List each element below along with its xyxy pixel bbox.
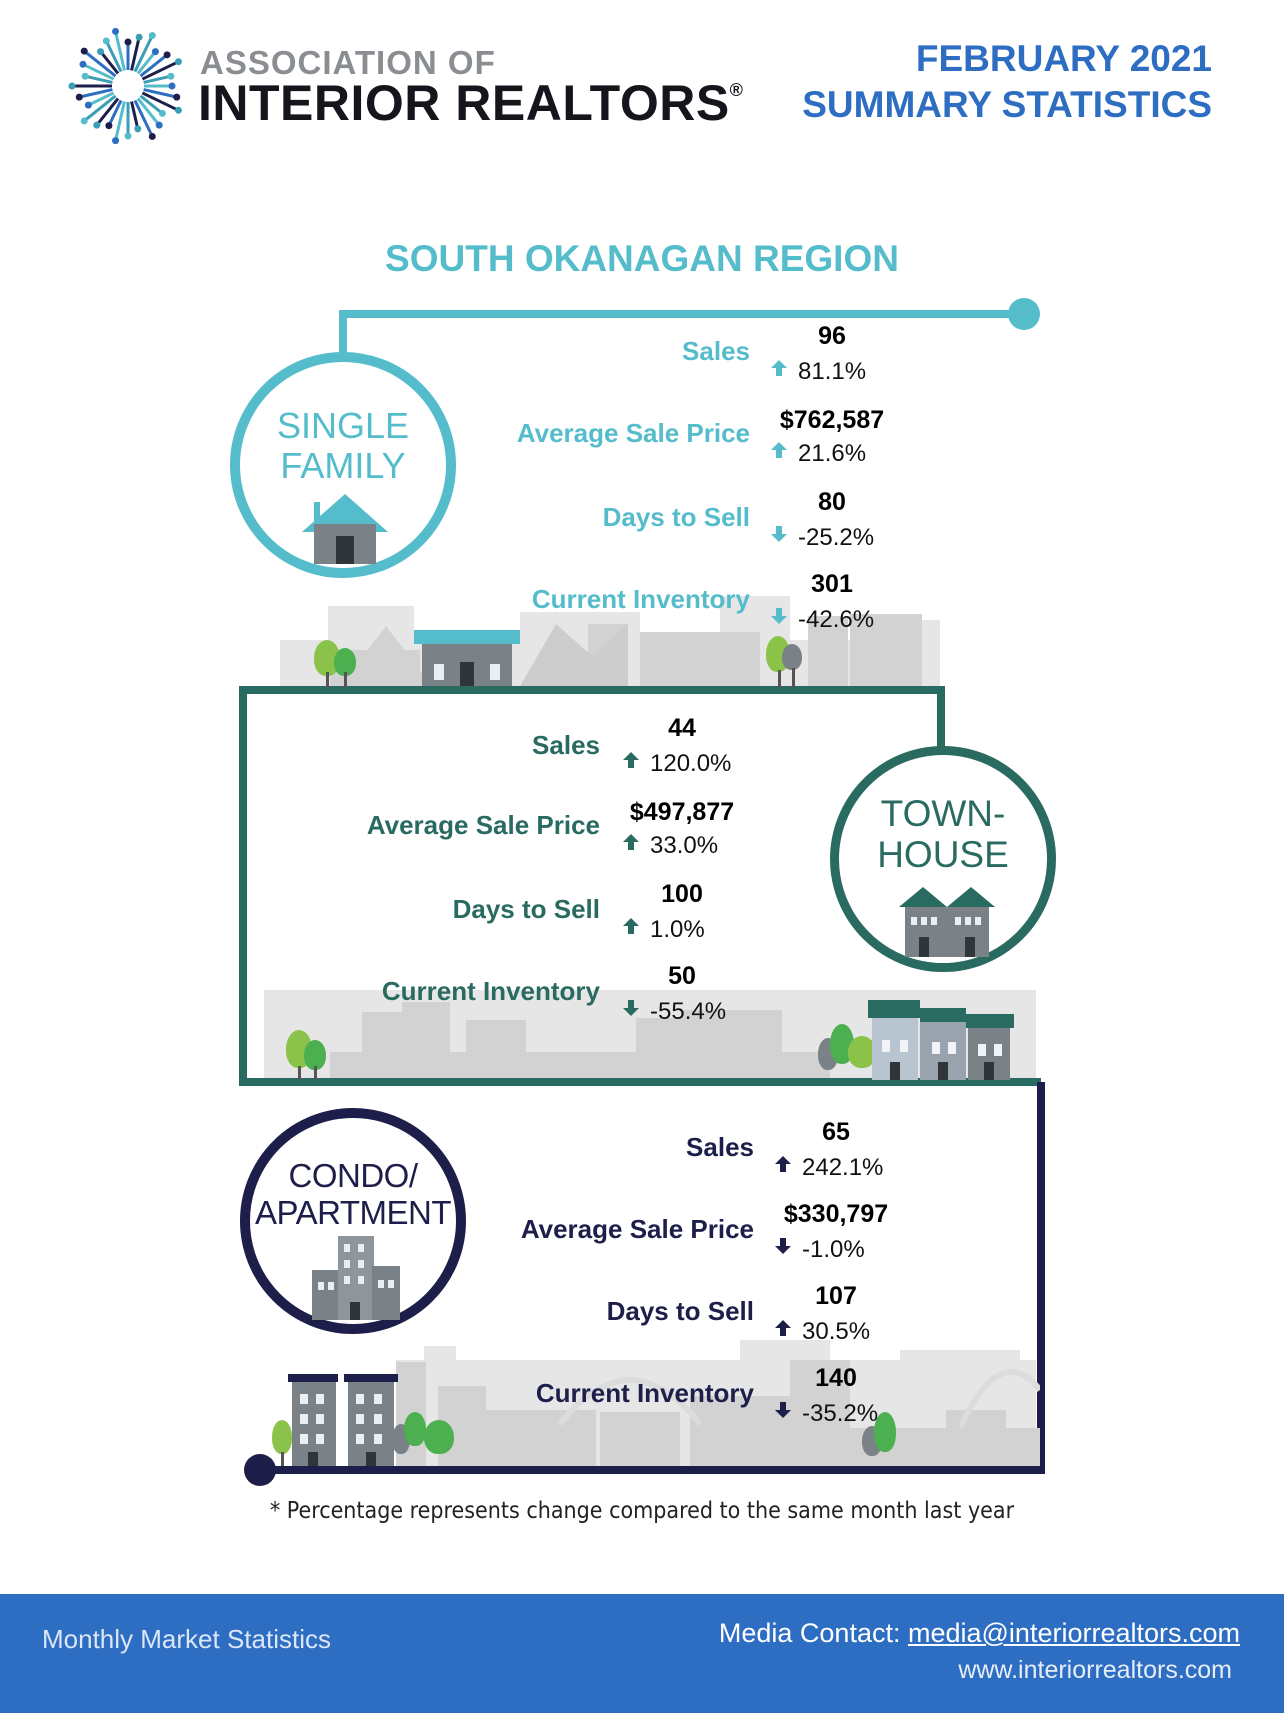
up-arrow-icon xyxy=(622,917,640,935)
stat-label: Sales xyxy=(682,336,750,366)
down-arrow-icon xyxy=(774,1401,792,1419)
stat-value: $330,797 xyxy=(783,1200,889,1228)
stat-label: Average Sale Price xyxy=(520,1214,754,1244)
stat-value: 50 xyxy=(668,962,696,990)
logo-line-1: ASSOCIATION OF xyxy=(200,44,496,81)
stat-value: 80 xyxy=(818,488,846,516)
single-family-title-line-1: SINGLE xyxy=(276,405,410,446)
report-subtitle: SUMMARY STATISTICS xyxy=(802,84,1212,125)
stat-value: 301 xyxy=(811,570,853,598)
up-arrow-icon xyxy=(770,359,788,377)
stat-value: 140 xyxy=(815,1364,857,1392)
stat-value: 65 xyxy=(822,1118,850,1146)
stat-change: 1.0% xyxy=(622,916,705,944)
up-arrow-icon xyxy=(622,751,640,769)
single-family-title-line-2: FAMILY xyxy=(280,445,406,487)
townhouse-title-line-1: TOWN- xyxy=(880,793,1006,834)
region-title: SOUTH OKANAGAN REGION xyxy=(385,238,899,279)
stat-value: 96 xyxy=(818,322,846,350)
single-family-badge xyxy=(230,352,456,578)
townhouse-row-icon xyxy=(868,1000,1014,1080)
stat-label: Days to Sell xyxy=(602,502,750,532)
stat-change: 21.6% xyxy=(770,440,866,468)
stat-change: -25.2% xyxy=(770,524,874,552)
stat-label: Current Inventory xyxy=(381,976,600,1006)
condo-tower-icon xyxy=(312,1236,400,1320)
report-month: FEBRUARY 2021 xyxy=(915,38,1212,79)
up-arrow-icon xyxy=(622,833,640,851)
logo-line-2: INTERIOR REALTORS® xyxy=(198,75,744,131)
stat-label: Average Sale Price xyxy=(516,418,750,448)
house-icon xyxy=(414,630,520,686)
up-arrow-icon xyxy=(774,1155,792,1173)
condo-title-line-1: CONDO/ xyxy=(288,1157,418,1194)
media-contact-email-link[interactable]: media@interiorrealtors.com xyxy=(907,1618,1240,1648)
stat-label: Current Inventory xyxy=(531,584,750,614)
up-arrow-icon xyxy=(770,441,788,459)
stat-change: -1.0% xyxy=(774,1236,865,1264)
stat-label: Days to Sell xyxy=(606,1296,754,1326)
apartment-buildings-icon xyxy=(288,1374,398,1466)
condo-title-line-2: APARTMENT xyxy=(255,1193,451,1231)
website-link[interactable]: www.interiorrealtors.com xyxy=(958,1656,1232,1684)
stat-change: -55.4% xyxy=(622,998,726,1026)
stat-change: -42.6% xyxy=(770,606,874,634)
footnote: * Percentage represents change compared to the same month last year xyxy=(269,1498,1015,1524)
footer-tagline: Monthly Market Statistics xyxy=(42,1624,331,1654)
stat-value: $497,877 xyxy=(629,798,735,826)
stat-change: 120.0% xyxy=(622,750,731,778)
stat-change: 81.1% xyxy=(770,358,866,386)
media-contact xyxy=(719,1618,1240,1649)
single-family-house-icon xyxy=(302,492,388,564)
stat-label: Sales xyxy=(532,730,600,760)
stat-change: -35.2% xyxy=(774,1400,878,1428)
media-contact-label: Media Contact: xyxy=(718,1618,901,1648)
stat-label: Current Inventory xyxy=(535,1378,754,1408)
stat-label: Days to Sell xyxy=(452,894,600,924)
townhouse-building-icon xyxy=(899,885,995,957)
stat-change: 242.1% xyxy=(774,1154,883,1182)
down-arrow-icon xyxy=(774,1237,792,1255)
stat-label: Sales xyxy=(686,1132,754,1162)
down-arrow-icon xyxy=(770,525,788,543)
up-arrow-icon xyxy=(774,1319,792,1337)
stat-value: 100 xyxy=(661,880,703,908)
stat-change: 30.5% xyxy=(774,1318,870,1346)
down-arrow-icon xyxy=(622,999,640,1017)
townhouse-badge xyxy=(830,746,1056,972)
stat-value: $762,587 xyxy=(779,406,885,434)
townhouse-title-line-2: HOUSE xyxy=(877,834,1009,876)
stat-value: 44 xyxy=(668,714,696,742)
stat-value: 107 xyxy=(815,1282,857,1310)
down-arrow-icon xyxy=(770,607,788,625)
stat-label: Average Sale Price xyxy=(366,810,600,840)
stat-change: 33.0% xyxy=(622,832,718,860)
